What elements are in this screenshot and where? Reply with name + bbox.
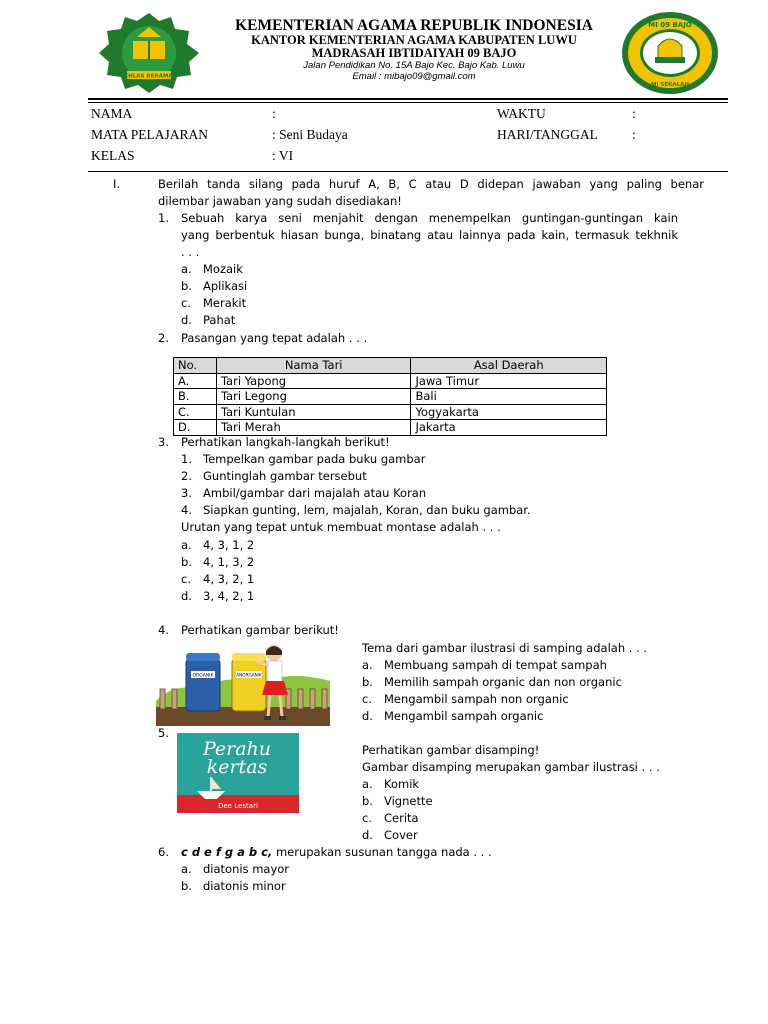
q1-option-b[interactable]: Aplikasi: [203, 279, 248, 293]
q3-step-number: 4.: [181, 503, 192, 517]
q1-line-2: yang berbentuk hiasan bunga, binatang atau lainnya pada kain, termasuk tekhnik: [181, 228, 678, 242]
instruction-line-1: Berilah tanda silang pada huruf A, B, C atau D didepan jawaban yang paling benar: [158, 177, 704, 191]
q4-option-b[interactable]: Memilih sampah organic dan non organic: [384, 675, 622, 689]
logo-left-motto: IKHLAS BERAMAL: [121, 73, 177, 80]
q3-number: 3.: [158, 435, 169, 449]
q5-option-b-letter[interactable]: b.: [362, 794, 373, 808]
table-row: [174, 404, 607, 420]
instruction-line-2: dilembar jawaban yang sudah disediakan!: [158, 194, 402, 208]
header-rule-thick: [88, 98, 728, 100]
q3-option-b[interactable]: 4, 1, 3, 2: [203, 555, 255, 569]
bin-organic-label: ORGANIK: [192, 673, 214, 679]
q3-option-d[interactable]: 3, 4, 2, 1: [203, 589, 255, 603]
q5-option-b[interactable]: Vignette: [384, 794, 433, 808]
q5-option-c[interactable]: Cerita: [384, 811, 419, 825]
q1-option-d[interactable]: Pahat: [203, 313, 236, 327]
logo-right-top-text: MI 09 BAJO: [648, 21, 692, 29]
mapel-value: : Seni Budaya: [272, 127, 348, 142]
q4-text: Perhatikan gambar berikut!: [181, 623, 339, 637]
q3-step-number: 1.: [181, 452, 192, 466]
school-title: MADRASAH IBTIDAIYAH 09 BAJO: [311, 46, 517, 60]
q1-option-b-letter[interactable]: b.: [181, 279, 192, 293]
q5-number: 5.: [158, 726, 169, 740]
q6-option-b-letter[interactable]: b.: [181, 879, 192, 893]
q3-option-a[interactable]: 4, 3, 1, 2: [203, 538, 255, 552]
q2-text: Pasangan yang tepat adalah . . .: [181, 331, 368, 345]
q6-question: merupakan susunan tangga nada . . .: [272, 845, 492, 859]
table-header-row: [174, 358, 607, 374]
cover-title-1: Perahu: [202, 738, 272, 760]
hari-label: HARI/TANGGAL: [497, 127, 598, 142]
table-cell: D.: [174, 420, 217, 436]
q5-question: Gambar disamping merupakan gambar ilustrasi . . .: [362, 760, 660, 774]
table-cell: Jawa Timur: [411, 373, 607, 389]
school-email: Email : mibajo09@gmail.com: [352, 71, 476, 82]
table-cell: Tari Merah: [216, 420, 411, 436]
q3-step: Tempelkan gambar pada buku gambar: [203, 452, 426, 466]
mapel-label: MATA PELAJARAN: [91, 127, 209, 142]
q2-number: 2.: [158, 331, 169, 345]
q1-option-c-letter[interactable]: c.: [181, 296, 191, 310]
header-rule-thin: [88, 102, 728, 103]
q6-scale-notes: c d e f g a b c,: [181, 845, 273, 859]
q1-option-a[interactable]: Mozaik: [203, 262, 243, 276]
table-cell: Bali: [411, 389, 607, 405]
q5-option-a[interactable]: Komik: [384, 777, 420, 791]
q3-option-b-letter[interactable]: b.: [181, 555, 192, 569]
school-logo: [620, 10, 720, 96]
q3-step: Ambil/gambar dari majalah atau Koran: [203, 486, 427, 500]
q1-option-d-letter[interactable]: d.: [181, 313, 192, 327]
q1-line-3: . . .: [181, 245, 200, 259]
q4-question: Tema dari gambar ilustrasi di samping adalah . . .: [362, 641, 648, 655]
kelas-value: : VI: [272, 148, 294, 163]
book-cover-image: [177, 733, 299, 813]
q3-option-c-letter[interactable]: c.: [181, 572, 191, 586]
q1-option-c[interactable]: Merakit: [203, 296, 247, 310]
logo-right-bottom-text: MI SEKALAH: [650, 82, 690, 88]
table-header-cell: Nama Tari: [216, 358, 411, 374]
q6-option-b[interactable]: diatonis minor: [203, 879, 286, 893]
q4-option-d[interactable]: Mengambil sampah organic: [384, 709, 544, 723]
q4-option-a[interactable]: Membuang sampah di tempat sampah: [384, 658, 607, 672]
office-title: KANTOR KEMENTERIAN AGAMA KABUPATEN LUWU: [251, 33, 577, 47]
q3-step-number: 2.: [181, 469, 192, 483]
q5-option-a-letter[interactable]: a.: [362, 777, 373, 791]
q3-step-number: 3.: [181, 486, 192, 500]
q6-option-a-letter[interactable]: a.: [181, 862, 192, 876]
hari-field[interactable]: :: [632, 127, 636, 142]
q3-step: Guntinglah gambar tersebut: [203, 469, 367, 483]
q5-option-d[interactable]: Cover: [384, 828, 418, 842]
q1-number: 1.: [158, 211, 169, 225]
q4-option-c-letter[interactable]: c.: [362, 692, 372, 706]
q6-option-a[interactable]: diatonis mayor: [203, 862, 290, 876]
q4-option-d-letter[interactable]: d.: [362, 709, 373, 723]
cover-author: Dee Lestari: [218, 802, 258, 810]
table-cell: Tari Legong: [216, 389, 411, 405]
nama-label: NAMA: [91, 106, 133, 121]
table-cell: Yogyakarta: [411, 404, 607, 420]
bin-anorganic-label: ANORGANIK: [236, 672, 262, 678]
table-row: [174, 373, 607, 389]
kemenag-logo: [97, 11, 201, 95]
q3-text: Perhatikan langkah-langkah berikut!: [181, 435, 390, 449]
waktu-label: WAKTU: [497, 106, 546, 121]
q4-number: 4.: [158, 623, 169, 637]
q1-line-1: Sebuah karya seni menjahit dengan menempelkan guntingan-guntingan kain: [181, 211, 678, 225]
table-cell: C.: [174, 404, 217, 420]
q4-option-c[interactable]: Mengambil sampah non organic: [384, 692, 569, 706]
table-header-cell: No.: [174, 358, 217, 374]
ministry-title: KEMENTERIAN AGAMA REPUBLIK INDONESIA: [235, 17, 593, 34]
waktu-field[interactable]: :: [632, 106, 636, 121]
q4-option-a-letter[interactable]: a.: [362, 658, 373, 672]
q5-prompt: Perhatikan gambar disamping!: [362, 743, 540, 757]
q5-option-c-letter[interactable]: c.: [362, 811, 372, 825]
school-address: Jalan Pendidikan No. 15A Bajo Kec. Bajo Kab. Luwu: [303, 60, 525, 71]
table-cell: B.: [174, 389, 217, 405]
table-cell: Jakarta: [411, 420, 607, 436]
q4-option-b-letter[interactable]: b.: [362, 675, 373, 689]
trash-illustration: [156, 641, 330, 726]
kelas-label: KELAS: [91, 148, 135, 163]
dance-table: [173, 357, 607, 436]
table-cell: Tari Kuntulan: [216, 404, 411, 420]
q6-number: 6.: [158, 845, 169, 859]
cover-title-2: kertas: [206, 756, 268, 778]
identity-rule: [88, 171, 728, 172]
q6-text: [181, 845, 492, 859]
q3-question: Urutan yang tepat untuk membuat montase adalah . . .: [181, 520, 501, 534]
q3-step: Siapkan gunting, lem, majalah, Koran, dan buku gambar.: [203, 503, 531, 517]
table-row: [174, 420, 607, 436]
table-row: [174, 389, 607, 405]
q5-option-d-letter[interactable]: d.: [362, 828, 373, 842]
q3-option-d-letter[interactable]: d.: [181, 589, 192, 603]
q3-option-a-letter[interactable]: a.: [181, 538, 192, 552]
table-header-cell: Asal Daerah: [411, 358, 607, 374]
table-cell: Tari Yapong: [216, 373, 411, 389]
nama-field[interactable]: :: [272, 106, 276, 121]
q3-option-c[interactable]: 4, 3, 2, 1: [203, 572, 255, 586]
table-cell: A.: [174, 373, 217, 389]
section-numeral: I.: [113, 177, 121, 191]
q1-option-a-letter[interactable]: a.: [181, 262, 192, 276]
